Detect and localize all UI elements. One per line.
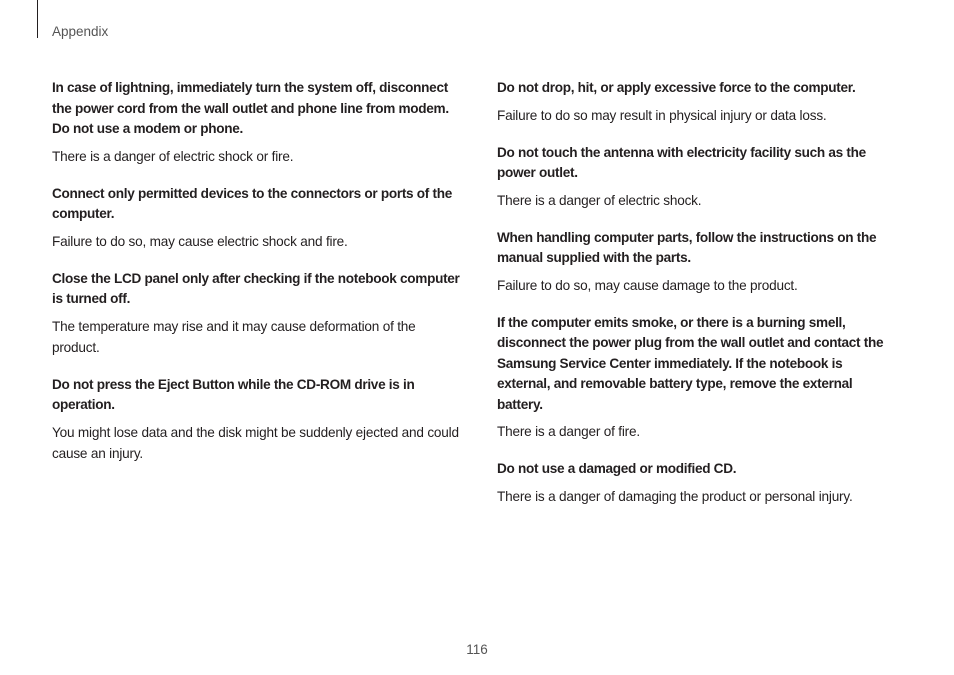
page-number: 116 [466,642,488,657]
warning-heading: In case of lightning, immediately turn the system off, disconnect the power cord from the wall outlet and phone line from modem. Do not use a modem or phone. [52,80,449,136]
safety-entry [52,375,462,464]
safety-entry [497,459,893,507]
safety-entry [497,228,893,296]
safety-entry [52,184,462,252]
warning-detail: There is a danger of fire. [497,424,640,439]
warning-detail: The temperature may rise and it may cause deformation of the product. [52,318,416,355]
warning-detail: Failure to do so, may cause damage to the product. [497,277,798,293]
margin-rule [37,0,38,38]
safety-entry [497,143,893,211]
warning-heading: Do not drop, hit, or apply excessive force to the computer. [497,80,856,95]
warning-heading: When handling computer parts, follow the instructions on the manual supplied with the parts. [497,229,877,265]
safety-entry [497,78,893,126]
warning-heading: Do not use a damaged or modified CD. [497,461,737,476]
warning-detail: You might lose data and the disk might be suddenly ejected and could cause an injury. [52,424,459,461]
section-label: Appendix [52,24,109,39]
warning-detail: There is a danger of electric shock or fire. [52,148,294,164]
left-column [52,78,462,481]
warning-heading: Connect only permitted devices to the connectors or ports of the computer. [52,185,452,221]
warning-heading: If the computer emits smoke, or there is a burning smell, disconnect the power plug from the wall outlet and contact the Samsung Service Center immediately. If the notebook is external, and removable battery type, remove the external battery. [497,314,884,412]
warning-detail: There is a danger of electric shock. [497,192,702,208]
warning-heading: Close the LCD panel only after checking if the notebook computer is turned off. [52,270,460,306]
safety-entry [497,313,893,443]
safety-entry [52,269,462,358]
warning-detail: There is a danger of damaging the product or personal injury. [497,488,853,504]
warning-detail: Failure to do so may result in physical injury or data loss. [497,107,827,123]
warning-heading: Do not touch the antenna with electricity facility such as the power outlet. [497,144,866,180]
right-column [497,78,893,524]
safety-entry [52,78,462,167]
warning-detail: Failure to do so, may cause electric shock and fire. [52,233,348,249]
warning-heading: Do not press the Eject Button while the CD-ROM drive is in operation. [52,376,415,412]
